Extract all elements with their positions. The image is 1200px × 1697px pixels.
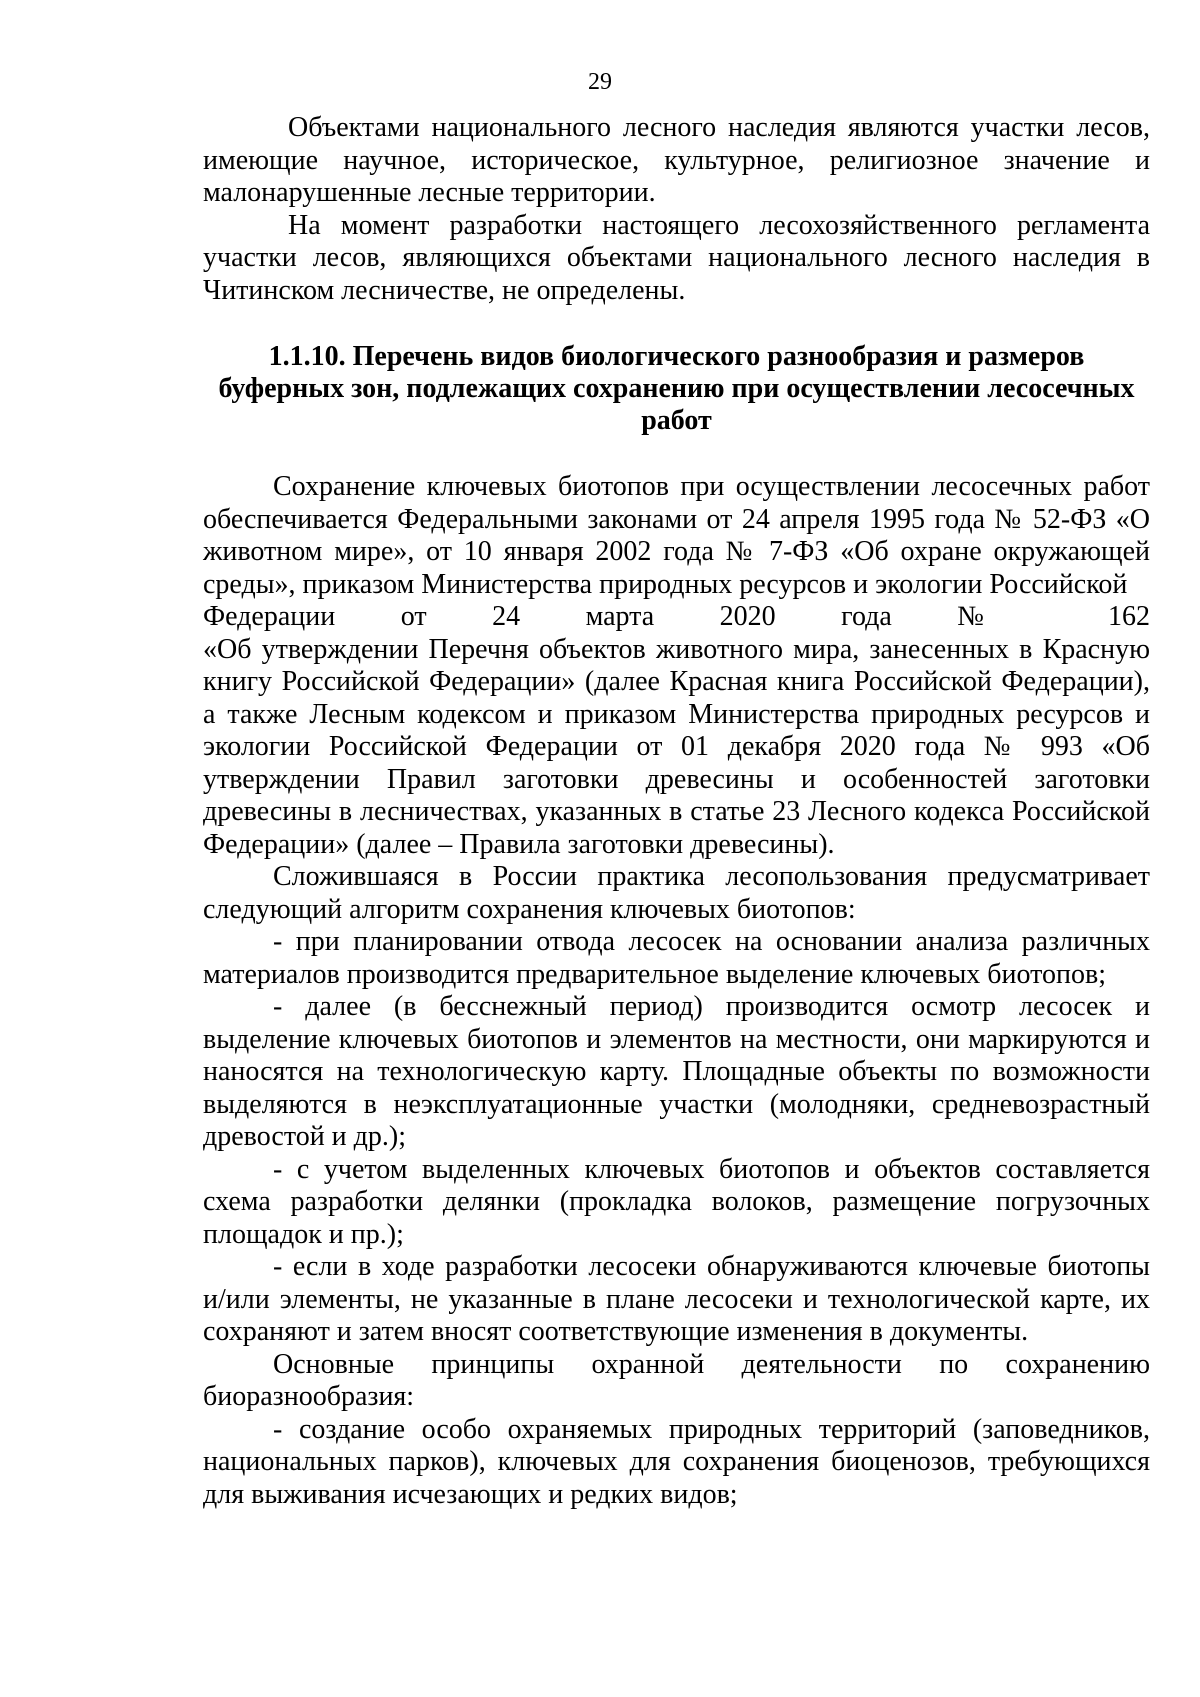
section-heading-line-1: 1.1.10. Перечень видов биологического разнообразия и размеров bbox=[268, 341, 1085, 372]
list-item-1: - при планировании отвода лесосек на основании анализа различных материалов производится предварительное выделение ключевых биотопов; bbox=[203, 926, 1150, 990]
body-paragraph-1c: «Об утверждении Перечня объектов животного мира, занесенных в Красную книгу Российской Федерации» (далее Красная книга Российской Федерации), а также Лесным кодексом и приказом Министерства природных ресурсов и экологии Российской Федерации от 01 декабря 2020 года № 993 «Об утверждении Правил заготовки древесины и особенностей заготовки древесины в лесничествах, указанных в статье 23 Лесного кодекса Российской Федерации» (далее – Правила заготовки древесины). bbox=[203, 633, 1150, 860]
body-paragraph-2: Сложившаяся в России практика лесопользования предусматривает следующий алгоритм сохранения ключевых биотопов: bbox=[203, 861, 1150, 925]
list-item-4: - если в ходе разработки лесосеки обнаруживаются ключевые биотопы и/или элементы, не указанные в плане лесосеки и технологической карте, их сохраняют и затем вносят соответствующие изменения в документы. bbox=[203, 1251, 1150, 1347]
list-item-3: - с учетом выделенных ключевых биотопов и объектов составляется схема разработки делянки (прокладка волоков, размещение погрузочных площадок и пр.); bbox=[203, 1153, 1150, 1250]
section-heading-line-3: работ bbox=[641, 405, 712, 436]
body-paragraph-3: Основные принципы охранной деятельности по сохранению биоразнообразия: bbox=[203, 1348, 1150, 1412]
intro-paragraph-1: Объектами национального лесного наследия являются участки лесов, имеющие научное, историческое, культурное, религиозное значение и малонарушенные лесные территории. bbox=[203, 112, 1150, 208]
body-paragraph-1b: Федерации от 24 марта 2020 года № 162 bbox=[203, 601, 1150, 632]
list-item-2: - далее (в бесснежный период) производится осмотр лесосек и выделение ключевых биотопов и элементов на местности, они маркируются и наносятся на технологическую карту. Площадные объекты по возможности выделяются в неэксплуатационные участки (молодняки, средневозрастный древостой и др.); bbox=[203, 991, 1150, 1152]
page-number: 29 bbox=[588, 69, 612, 95]
body-paragraph-1a: Сохранение ключевых биотопов при осуществлении лесосечных работ обеспечивается Федеральными законами от 24 апреля 1995 года № 52-ФЗ «О животном мире», от 10 января 2002 года № 7-ФЗ «Об охране окружающей среды», приказом Министерства природных ресурсов и экологии Российской bbox=[203, 471, 1150, 600]
intro-paragraph-2: На момент разработки настоящего лесохозяйственного регламента участки лесов, являющихся объектами национального лесного наследия в Читинском лесничестве, не определены. bbox=[203, 209, 1150, 306]
document-body bbox=[203, 112, 1150, 1511]
section-heading-line-2: буферных зон, подлежащих сохранению при осуществлении лесосечных bbox=[218, 373, 1135, 404]
list-item-5: - создание особо охраняемых природных территорий (заповедников, национальных парков), ключевых для сохранения биоценозов, требующихся для выживания исчезающих и редких видов; bbox=[203, 1413, 1150, 1510]
section-heading bbox=[203, 341, 1150, 437]
